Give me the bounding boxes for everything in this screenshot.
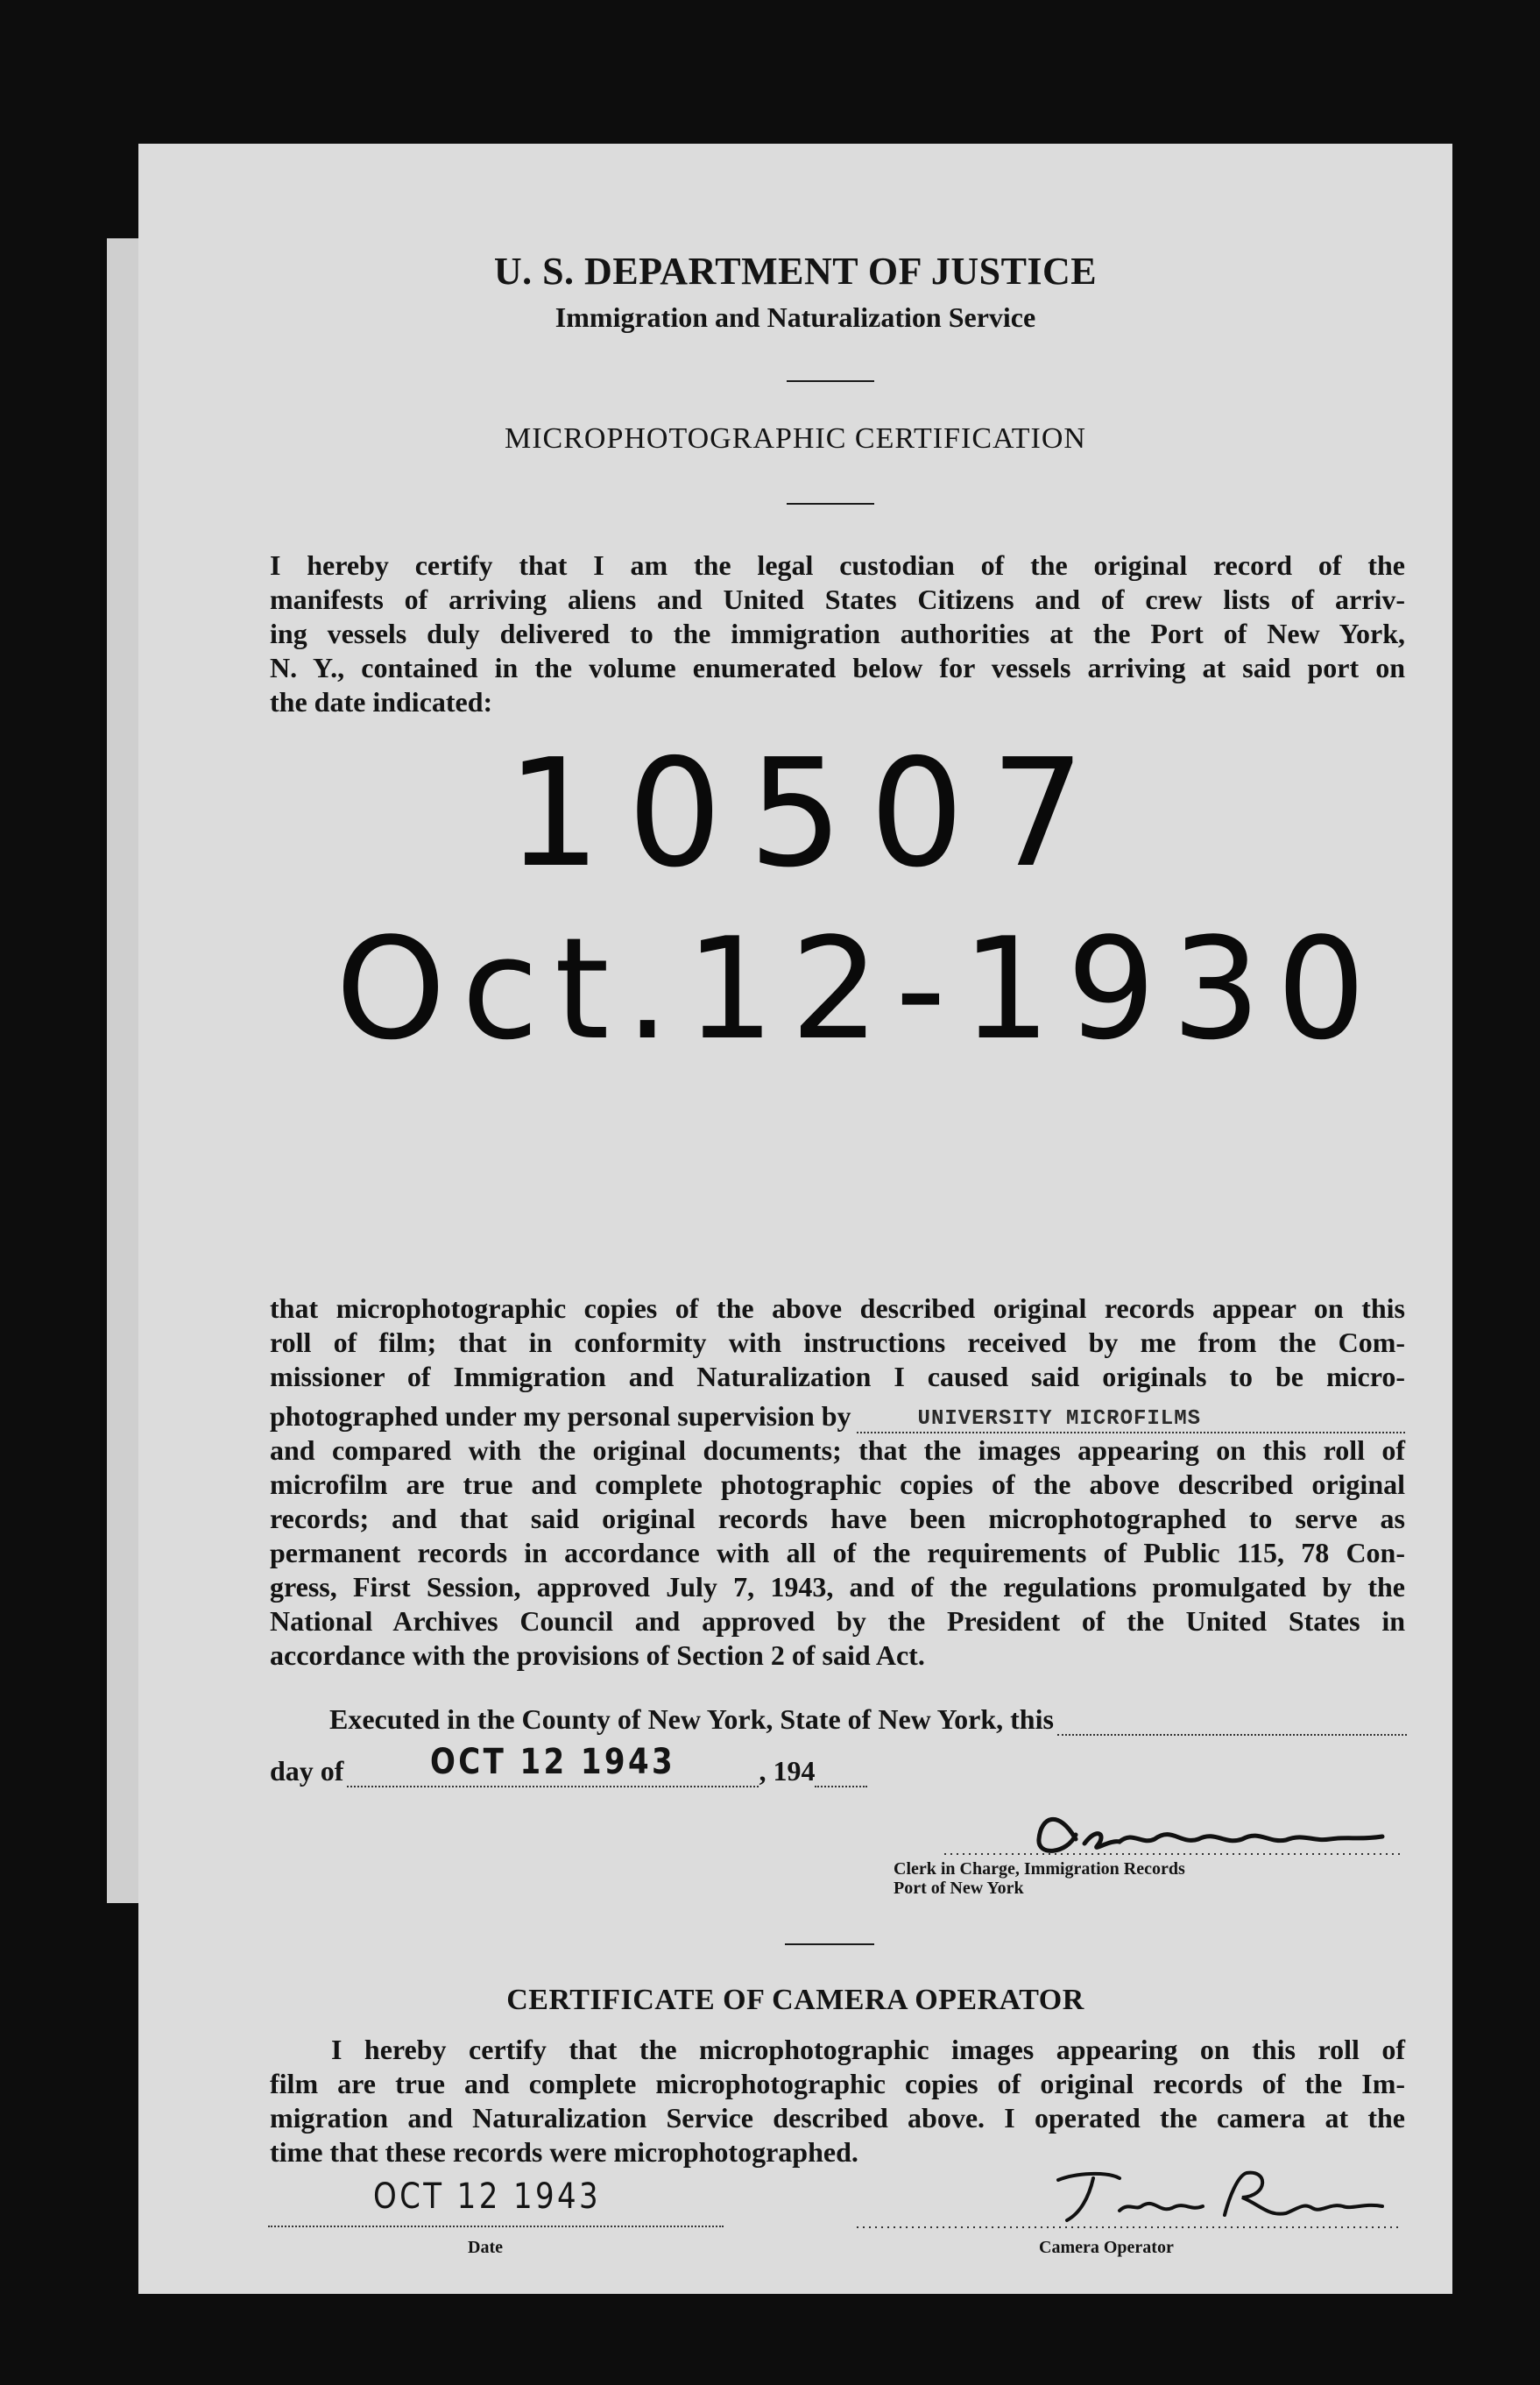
text-line: I hereby certify that the microphotographic images appearing on this roll of (331, 2034, 1405, 2065)
text-line: missioner of Immigration and Naturalization I caused said originals to be micro- (270, 1361, 1405, 1392)
certification-title: MICROPHOTOGRAPHIC CERTIFICATION (504, 422, 1086, 455)
text-line: National Archives Council and approved by the President of the United States in (270, 1605, 1405, 1637)
text-line: roll of film; that in conformity with instructions received by me from the Com- (270, 1327, 1405, 1358)
camera-section-title: CERTIFICATE OF CAMERA OPERATOR (506, 1984, 1084, 2016)
handwritten-date: Oct.12-1930 (336, 907, 1382, 1071)
divider (787, 380, 874, 382)
camera-date-stamp: OCT 12 1943 (373, 2176, 602, 2217)
executed-blank (1057, 1711, 1407, 1736)
year-prefix: , 194 (759, 1755, 816, 1787)
date-dotted-line (268, 2226, 724, 2227)
clerk-signature-area (944, 1791, 1400, 1870)
camera-paragraph (270, 2033, 1405, 2169)
agency-title: U. S. DEPARTMENT OF JUSTICE (493, 250, 1098, 293)
handwritten-volume-number: 10507 (506, 727, 1112, 901)
supervision-prefix: photographed under my personal supervision by (270, 1400, 851, 1432)
date-label: Date (468, 2238, 503, 2257)
executed-line (329, 1703, 1407, 1736)
executed-date-stamp: OCT 12 1943 (430, 1742, 676, 1782)
divider (787, 503, 874, 505)
text-line: N. Y., contained in the volume enumerated below for vessels arriving at said port on (270, 652, 1405, 683)
clerk-title (894, 1859, 1185, 1898)
text-line: the date indicated: (270, 686, 493, 718)
text-line: permanent records in accordance with all of the requirements of Public 115, 78 Con- (270, 1537, 1405, 1568)
clerk-title-line: Clerk in Charge, Immigration Records (894, 1859, 1185, 1879)
text-line: manifests of arriving aliens and United States Citizens and of crew lists of arriv- (270, 584, 1405, 615)
camera-date-blank (268, 2176, 724, 2229)
text-line: film are true and complete microphotographic copies of original records of the Im- (270, 2068, 1405, 2099)
text-line: and compared with the original documents; that the images appearing on this roll of (270, 1434, 1405, 1466)
service-subtitle: Immigration and Naturalization Service (555, 301, 1036, 333)
intro-paragraph (270, 548, 1405, 719)
day-of-label: day of (270, 1755, 344, 1787)
text-line: time that these records were microphotographed. (270, 2136, 858, 2168)
text-line: migration and Naturalization Service described above. I operated the camera at the (270, 2102, 1405, 2134)
day-of-line (270, 1742, 867, 1787)
body-paragraph (270, 1292, 1405, 1673)
clerk-office-line: Port of New York (894, 1879, 1024, 1898)
text-line: ing vessels duly delivered to the immigration authorities at the Port of New York, (270, 618, 1405, 649)
text-line: microfilm are true and complete photographic copies of the above described original (270, 1469, 1405, 1500)
divider (785, 1943, 874, 1945)
supervisor-blank (857, 1405, 1405, 1433)
clerk-signature (944, 1791, 1400, 1870)
text-line: that microphotographic copies of the above described original records appear on this (270, 1292, 1405, 1324)
text-line: accordance with the provisions of Section 2 of said Act. (270, 1639, 925, 1671)
year-blank (815, 1763, 867, 1787)
executed-text: Executed in the County of New York, State of New York, this (329, 1703, 1054, 1735)
certificate-page (138, 144, 1452, 2294)
text-line: gress, First Session, approved July 7, 1943, and of the regulations promulgated by the (270, 1571, 1405, 1603)
text-line: I hereby certify that I am the legal custodian of the original record of the (270, 549, 1405, 581)
supervision-line (270, 1399, 1405, 1433)
operator-signature-area (857, 2162, 1400, 2233)
operator-signature (857, 2162, 1400, 2233)
operator-label: Camera Operator (1039, 2238, 1174, 2257)
day-of-blank (347, 1742, 759, 1787)
supervisor-stamp: UNIVERSITY MICROFILMS (917, 1407, 1201, 1431)
text-line: records; and that said original records have been microphotographed to serve as (270, 1503, 1405, 1534)
